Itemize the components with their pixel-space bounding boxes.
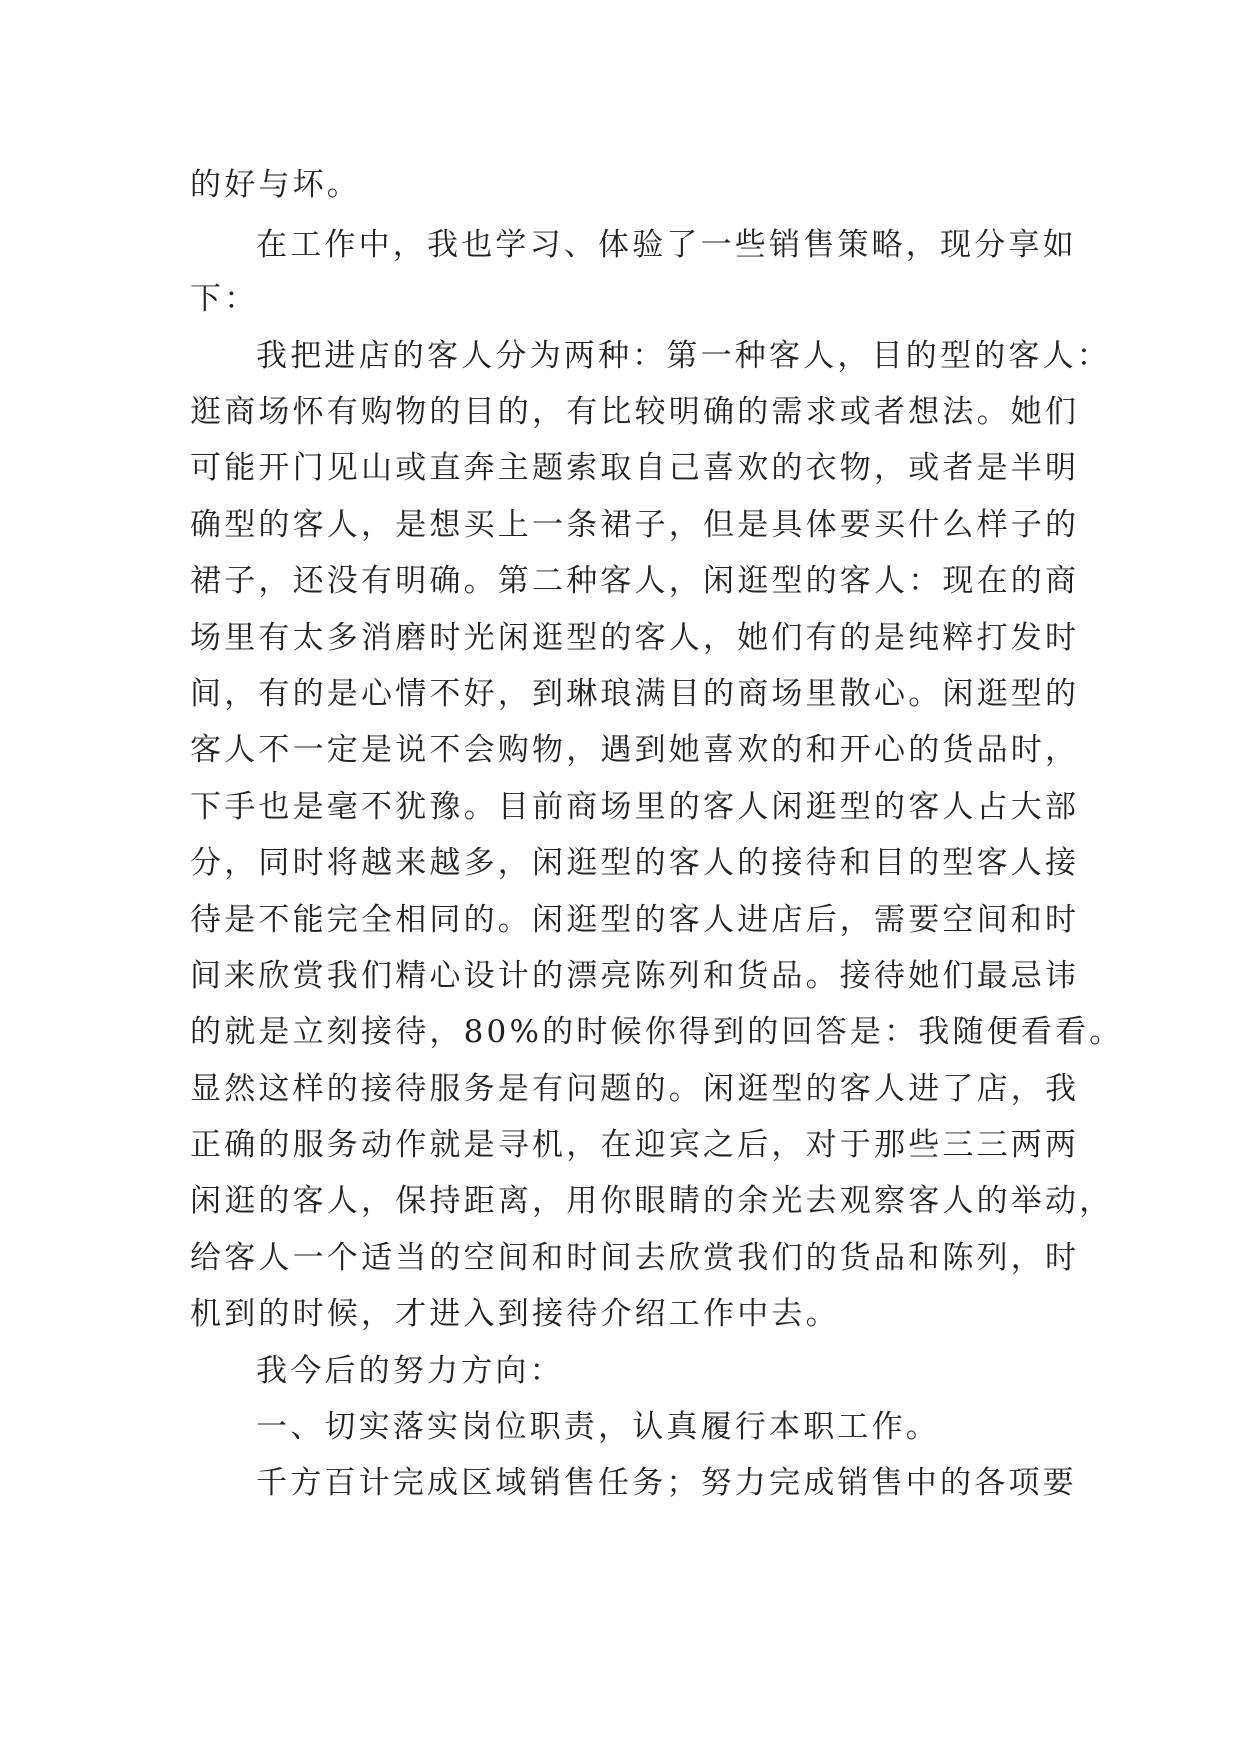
- text-line: 机到的时候，才进入到接待介绍工作中去。: [190, 1296, 840, 1332]
- text-line: 场里有太多消磨时光闲逛型的客人，她们有的是纯粹打发时: [190, 620, 1080, 656]
- text-line: 的就是立刻接待，80%的时候你得到的回答是：我随便看看。: [190, 1014, 1124, 1050]
- text-line: 可能开门见山或直奔主题索取自己喜欢的衣物，或者是半明: [190, 450, 1080, 486]
- text-line: 客人不一定是说不会购物，遇到她喜欢的和开心的货品时，: [190, 732, 1080, 768]
- text-line: 裙子，还没有明确。第二种客人，闲逛型的客人：现在的商: [190, 563, 1080, 599]
- text-line: 我今后的努力方向：: [256, 1353, 564, 1389]
- text-line: 确型的客人，是想买上一条裙子，但是具体要买什么样子的: [190, 507, 1080, 543]
- text-line: 给客人一个适当的空间和时间去欣赏我们的货品和陈列，时: [190, 1240, 1080, 1276]
- text-line: 间来欣赏我们精心设计的漂亮陈列和货品。接待她们最忌讳: [190, 958, 1080, 994]
- text-line: 闲逛的客人，保持距离，用你眼睛的余光去观察客人的举动，: [190, 1183, 1114, 1219]
- text-line: 下：: [190, 281, 259, 317]
- text-line: 我把进店的客人分为两种：第一种客人，目的型的客人：: [256, 338, 1111, 374]
- text-line: 逛商场怀有购物的目的，有比较明确的需求或者想法。她们: [190, 394, 1080, 430]
- text-line: 显然这样的接待服务是有问题的。闲逛型的客人进了店，我: [190, 1071, 1080, 1107]
- text-line: 分，同时将越来越多，闲逛型的客人的接待和目的型客人接: [190, 845, 1080, 881]
- text-line: 下手也是毫不犹豫。目前商场里的客人闲逛型的客人占大部: [190, 789, 1080, 825]
- text-line: 正确的服务动作就是寻机，在迎宾之后，对于那些三三两两: [190, 1127, 1080, 1163]
- text-line: 待是不能完全相同的。闲逛型的客人进店后，需要空间和时: [190, 902, 1080, 938]
- text-line: 的好与坏。: [190, 167, 361, 203]
- text-line: 一、切实落实岗位职责，认真履行本职工作。: [256, 1409, 940, 1445]
- text-line: 在工作中，我也学习、体验了一些销售策略，现分享如: [256, 227, 1077, 263]
- text-line: 间，有的是心情不好，到琳琅满目的商场里散心。闲逛型的: [190, 676, 1080, 712]
- text-line: 千方百计完成区域销售任务；努力完成销售中的各项要: [256, 1465, 1077, 1501]
